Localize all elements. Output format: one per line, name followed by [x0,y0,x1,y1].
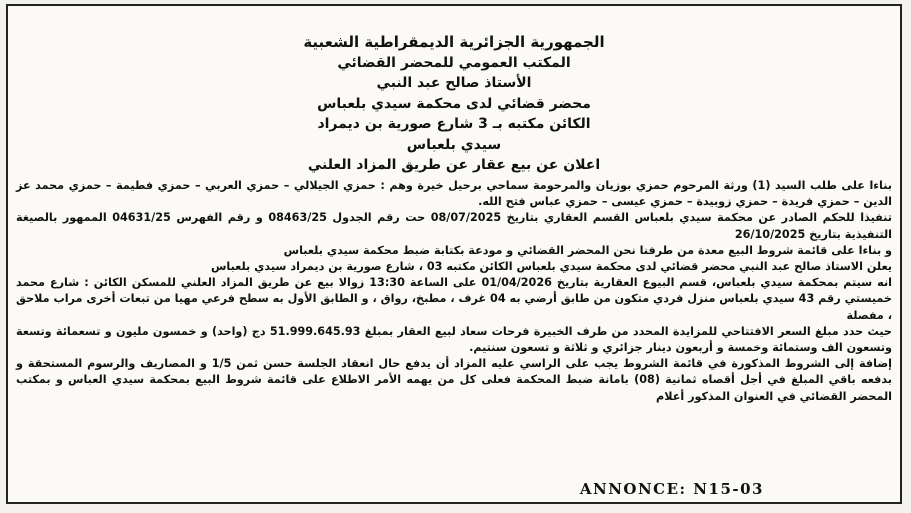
paragraph-conditions: و بناءا على قائمة شروط البيع معدة من طرفنا نحن المحضر القضائي و مودعة بكتابة ضبط محكمة سيدي بلعباس [283,243,892,257]
office-line: المكتب العمومي للمحضر القضائي [337,54,571,71]
paragraph-terms: إضافة إلى الشروط المذكورة في قائمة الشروط يجب على الراسي عليه المزاد أن يدفع حال انعقاد الجلسة حسن ثمن 1/5 و المصاريف والرسوم المستحقة و بدفعه باقي المبلغ في أجل أقصاه ثمانية (08) بامانة ضبط المحكمة فعلى كل من يهمه الأمر الاطلاع على قائمة شروط البيع بمحكمة سيدي العباس و بمكتب المحضر القضائي في العنوان المذكور أعلام [16,357,893,403]
republic-line: الجمهورية الجزائرية الديمقراطية الشعبية [303,33,605,51]
annonce-number: ANNONCE: N15-03 [579,480,764,498]
paragraph-announcement: يعلن الاستاذ صالح عبد النبي محضر قضائي لدى محكمة سيدي بلعباس الكائن مكتبه 03 ، شارع صورية بن ديمراد سيدي بلعباس [210,260,892,274]
legal-notice [6,4,902,504]
paragraph-judgment: تنفيذا للحكم الصادر عن محكمة سيدي بلعباس القسم العقاري بتاريخ 08/07/2025 حت رقم الجدول 08463/25 و رقم الفهرس 04631/25 الممهور بالصيغة التنفيذية بتاريخ 26/10/2025 [16,211,892,241]
notice-body [16,178,892,405]
office-city: سيدي بلعباس [406,136,502,153]
paragraph-request: بناءا على طلب السيد (1) ورثة المرحوم حمزي بوزيان والمرحومة سماحي برحيل خيرة وهم : حمزي الجيلالي – حمزي العربي – حمزي فطيمة – حمزي محمد عز الدين – حمزي فريدة – حمزي زوبيدة – حمزي عيسى – حمزي عباس فتح الله. [16,179,892,209]
bailiff-name: الأستاذ صالح عبد النبي [376,75,532,91]
bailiff-court: محضر قضائي لدى محكمة سيدي بلعباس [317,95,591,112]
office-address: الكائن مكتبه بـ 3 شارع صورية بن ديمراد [317,116,591,132]
notice-header [8,32,900,176]
notice-title: اعلان عن بيع عقار عن طريق المزاد العلني [307,157,601,173]
paragraph-price: حيث حدد مبلغ السعر الافتتاحي للمزايدة المحدد من طرف الخبيرة فرحات سعاد لبيع العقار بمبلغ 51.999.645.93 دج (واحد) و خمسون مليون و تسعمائة وتسعة وتسعون الف وستمائة وخمسة و أربعون دينار جزائري و ثلاثة و تسعون سنتيم. [16,324,892,355]
paragraph-sale: انه سيتم بمحكمة سيدي بلعباس، قسم البيوع العقارية بتاريخ 01/04/2026 على الساعة 13:30 زوالا بيع عن طريق المزاد العلني للمسكن الكائن : شارع محمد خميستي رقم 43 سيدي بلعباس منزل فردي متكون من طابق أرضي به 04 غرف ، مطبخ، رواق ، و الطابق الأول به سطح فرعي مهيا من تبعات أخرى مراب ملاحق ، مفصلة [16,276,892,322]
